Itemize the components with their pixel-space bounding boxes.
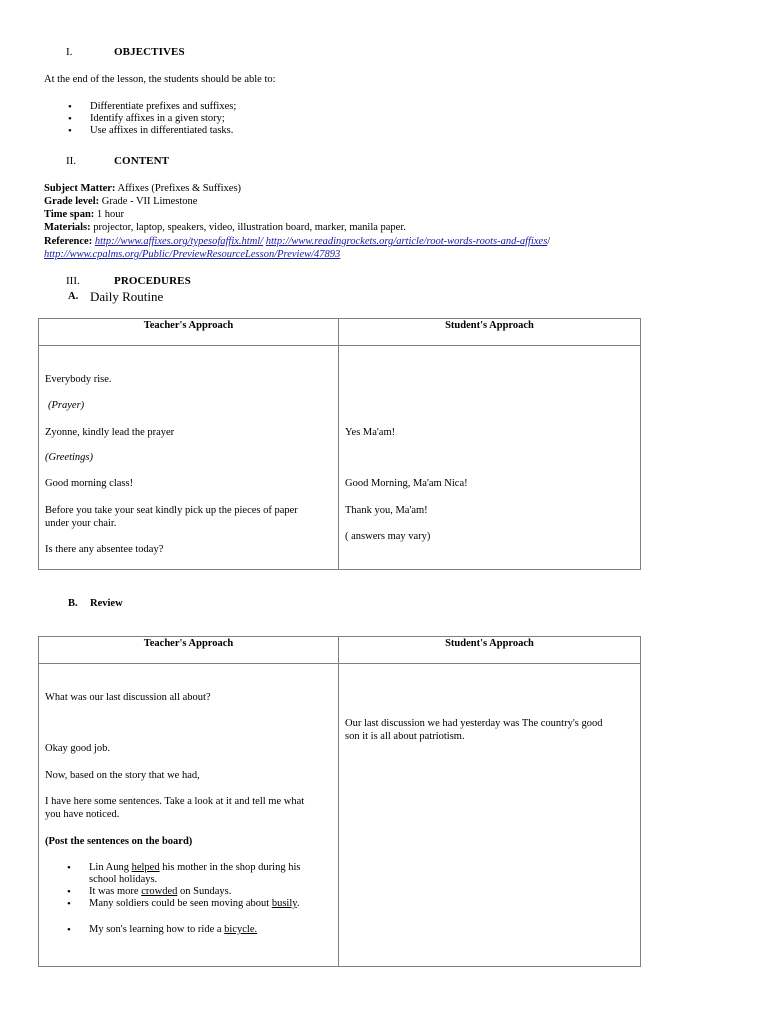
teacher-line: Now, based on the story that we had, <box>45 770 200 781</box>
subject-matter-label: Subject Matter: <box>44 183 116 194</box>
student-line: son it is all about patriotism. <box>345 731 465 742</box>
reference-link-readingrockets[interactable]: http://www.readingrockets.org/article/root-words-roots-and-affixes <box>265 236 548 247</box>
review-student-cell <box>339 664 641 967</box>
objective-item: • Differentiate prefixes and suffixes; <box>68 101 236 113</box>
teacher-line: you have noticed. <box>45 809 120 820</box>
part-b-letter: B. <box>68 598 78 609</box>
time-span-value: 1 hour <box>96 209 125 220</box>
objectives-list <box>68 101 236 137</box>
materials-line <box>44 221 406 234</box>
sentence-item <box>67 898 332 910</box>
teacher-approach-header: Teacher's Approach <box>39 637 339 664</box>
reference-line-2 <box>44 248 340 261</box>
student-approach-header: Student's Approach <box>339 319 641 346</box>
section-1-numeral: I. <box>66 46 73 58</box>
teacher-stage-note: (Prayer) <box>48 400 85 411</box>
part-a-title: Daily Routine <box>90 289 164 304</box>
teacher-instruction: (Post the sentences on the board) <box>45 836 193 847</box>
teacher-line: What was our last discussion all about? <box>45 692 211 703</box>
sentence-affix-word: busily <box>271 898 297 909</box>
grade-level-value: Grade - VII Limestone <box>101 196 198 207</box>
teacher-stage-note: (Greetings) <box>45 452 94 463</box>
student-line: Yes Ma'am! <box>345 427 396 438</box>
time-span-label: Time span: <box>44 209 95 220</box>
grade-level-line <box>44 195 197 208</box>
sentence-text: on Sundays. <box>177 886 232 897</box>
reference-line <box>44 235 550 248</box>
teacher-line: Okay good job. <box>45 743 111 754</box>
reference-link-cpalms[interactable]: http://www.cpalms.org/Public/PreviewResourceLesson/Preview/47893 <box>44 249 341 260</box>
daily-routine-table <box>38 318 641 570</box>
materials-value: projector, laptop, speakers, video, illustration board, marker, manila paper. <box>93 222 406 233</box>
sentence-list <box>67 862 332 936</box>
teacher-approach-header: Teacher's Approach <box>39 319 339 346</box>
reference-label: Reference: <box>44 236 93 247</box>
subject-matter-value: Affixes (Prefixes & Suffixes) <box>117 183 242 194</box>
materials-label: Materials: <box>44 222 91 233</box>
student-line: Thank you, Ma'am! <box>345 505 428 516</box>
student-line: Our last discussion we had yesterday was The country's good <box>345 718 603 729</box>
section-3-numeral: III. <box>66 275 80 287</box>
sentence-text: Many soldiers could be seen moving about <box>89 898 272 909</box>
subject-matter-line <box>44 182 241 195</box>
student-line: Good Morning, Ma'am Nica! <box>345 478 468 489</box>
sentence-affix-word: bicycle. <box>224 924 258 935</box>
section-1-title: OBJECTIVES <box>114 46 185 58</box>
daily-routine-teacher-cell <box>39 346 339 570</box>
teacher-line: Everybody rise. <box>45 374 112 385</box>
sentence-text: his mother in the shop during his <box>159 862 301 873</box>
part-b-title: Review <box>90 598 123 609</box>
time-span-line <box>44 208 124 221</box>
section-2-numeral: II. <box>66 155 77 167</box>
teacher-line: Before you take your seat kindly pick up the pieces of paper <box>45 505 298 516</box>
sentence-text: Lin Aung <box>89 862 132 873</box>
teacher-line: Good morning class! <box>45 478 134 489</box>
review-teacher-cell <box>39 664 339 967</box>
daily-routine-student-cell <box>339 346 641 570</box>
sentence-item <box>67 924 332 936</box>
part-a-letter: A. <box>68 291 79 302</box>
sentence-affix-word: crowded <box>141 886 178 897</box>
teacher-line: Zyonne, kindly lead the prayer <box>45 427 175 438</box>
section-3-title: PROCEDURES <box>114 275 191 287</box>
reference-link-affixes[interactable]: http://www.affixes.org/typesofaffix.html/ <box>94 236 264 247</box>
teacher-line: under your chair. <box>45 518 117 529</box>
objectives-intro: At the end of the lesson, the students should be able to: <box>44 74 276 85</box>
sentence-text: My son's learning how to ride a <box>89 924 225 935</box>
sentence-text: . <box>296 898 300 909</box>
sentence-text: school holidays. <box>89 874 158 885</box>
objective-item: • Identify affixes in a given story; <box>68 113 236 125</box>
teacher-line: I have here some sentences. Take a look at it and tell me what <box>45 796 305 807</box>
objective-item: • Use affixes in differentiated tasks. <box>68 125 236 137</box>
sentence-item <box>67 862 332 886</box>
student-approach-header: Student's Approach <box>339 637 641 664</box>
sentence-affix-word: helped <box>131 862 160 873</box>
teacher-line: Is there any absentee today? <box>45 544 164 555</box>
sentence-text: It was more <box>89 886 142 897</box>
reference-separator: / <box>547 236 551 247</box>
section-2-title: CONTENT <box>114 155 170 167</box>
student-line: ( answers may vary) <box>345 531 431 542</box>
sentence-item <box>67 886 332 898</box>
review-table <box>38 636 641 967</box>
grade-level-label: Grade level: <box>44 196 100 207</box>
